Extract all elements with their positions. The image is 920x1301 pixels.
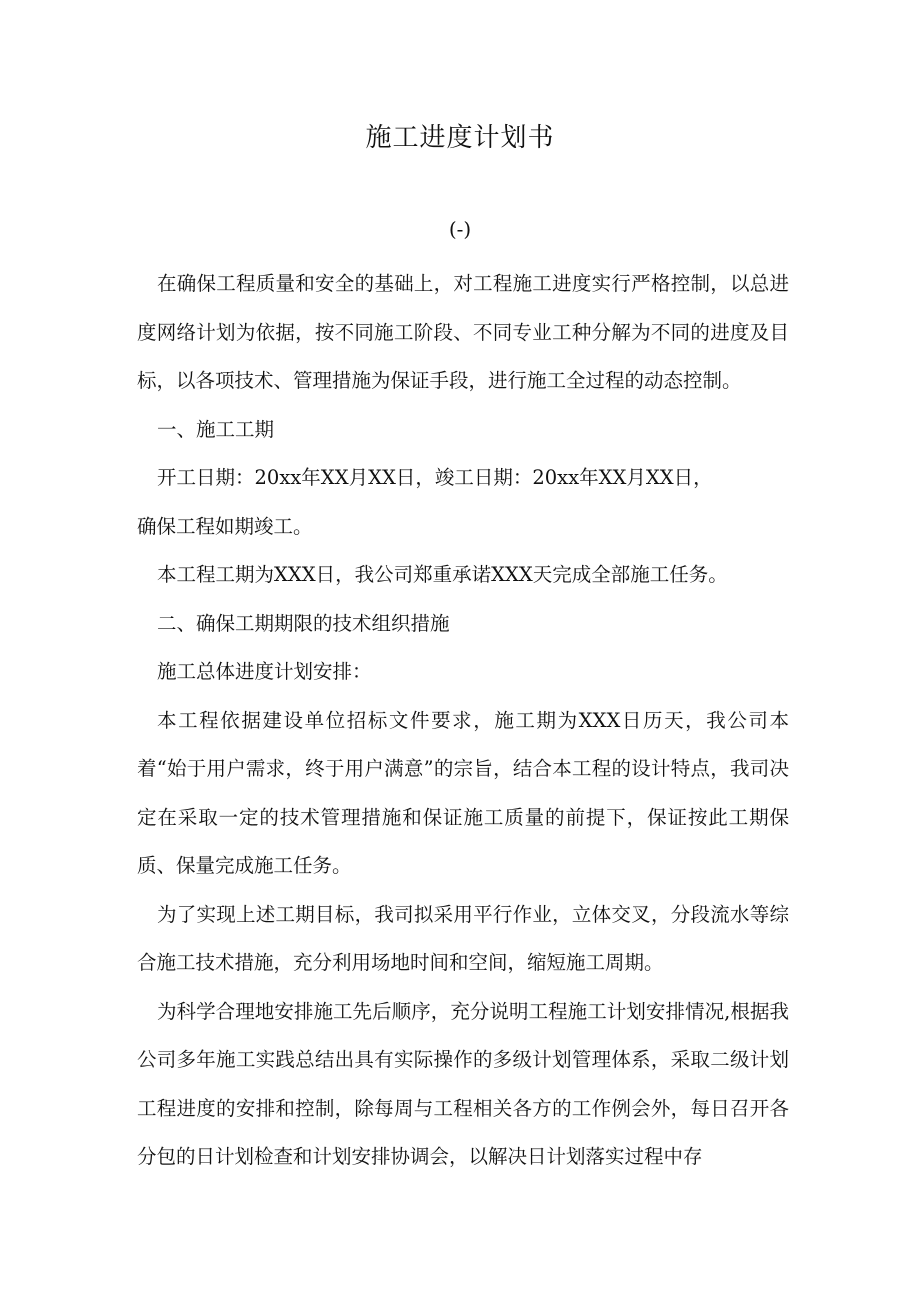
document-title: 施工进度计划书 <box>365 123 555 153</box>
heading-construction-period: 一、施工工期 <box>157 417 275 441</box>
paragraph-planning-system: 为科学合理地安排施工先后顺序，充分说明工程施工计划安排情况,根据我公司多年施工实践总结出具有实际操作的多级计划管理体系，采取二级计划工程进度的安排和控制，除每周与工程相关各方的工作例会外，每日召开各分包的日计划检查和计划安排协调会，以解决日计划落实过程中存 <box>137 999 789 1168</box>
paragraph-parallel-operations: 为了实现上述工期目标，我司拟采用平行作业，立体交叉，分段流水等综合施工技术措施，充分利用场地时间和空间，缩短施工周期。 <box>137 902 789 974</box>
paragraph-intro: 在确保工程质量和安全的基础上，对工程施工进度实行严格控制，以总进度网络计划为依据，按不同施工阶段、不同专业工种分解为不同的进度及目标，以各项技术、管理措施为保证手段，进行施工全过程的动态控制。 <box>137 272 789 392</box>
heading-technical-measures: 二、确保工期期限的技术组织措施 <box>157 611 450 635</box>
paragraph-dates-cont: 确保工程如期竣工。 <box>137 514 313 538</box>
document-body <box>137 260 789 1182</box>
paragraph-schedule-label: 施工总体进度计划安排： <box>157 660 372 683</box>
paragraph-duration: 本工程工期为XXX日，我公司郑重承诺XXX天完成全部施工任务。 <box>157 563 728 586</box>
section-mark: (-) <box>448 217 472 241</box>
paragraph-tender-requirements: 本工程依据建设单位招标文件要求，施工期为XXX日历天，我公司本着“始于用户需求，终于用户满意”的宗旨，结合本工程的设计特点，我司决定在采取一定的技术管理措施和保证施工质量的前提下，保证按此工期保质、保量完成施工任务。 <box>137 708 789 877</box>
paragraph-dates: 开工日期：20xx年XX月XX日，竣工日期：20xx年XX月XX日， <box>157 466 713 489</box>
